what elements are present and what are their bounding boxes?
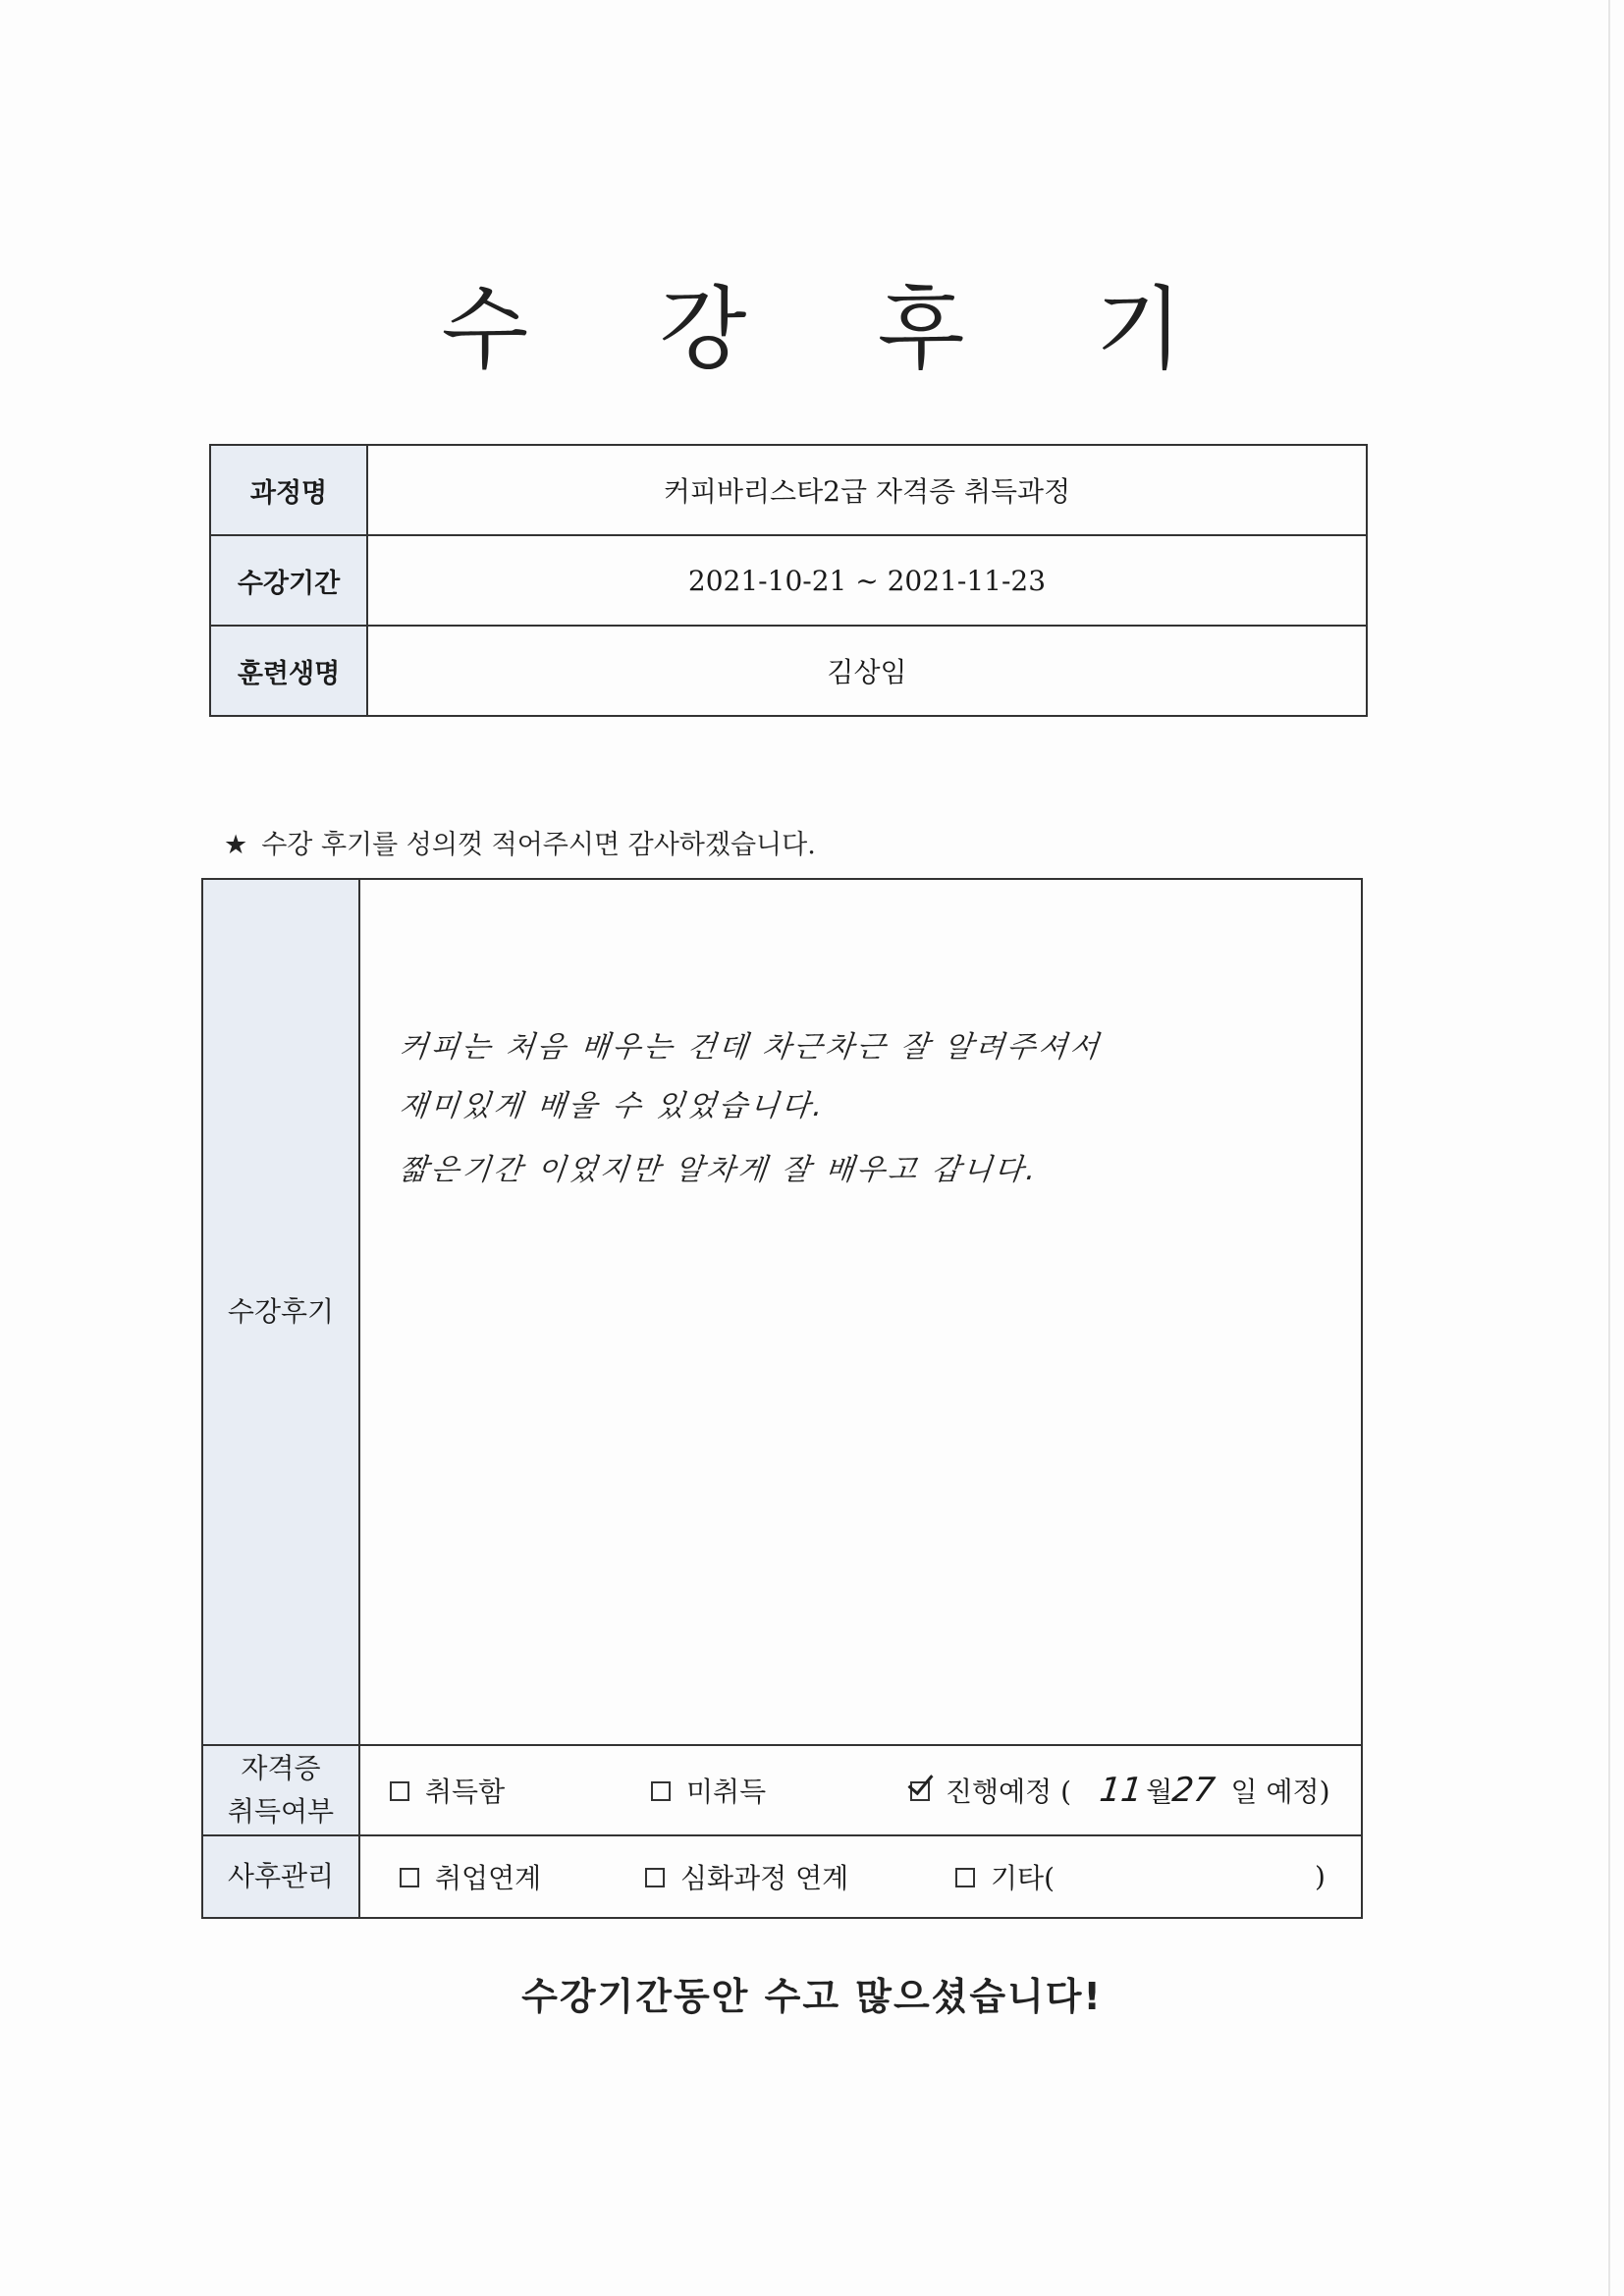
option-employment[interactable] xyxy=(400,1857,541,1896)
notice-text xyxy=(224,823,816,861)
day-value: 27 xyxy=(1170,1771,1218,1810)
option-obtained[interactable] xyxy=(390,1771,505,1810)
course-value: 커피바리스타2급 자격증 취득과정 xyxy=(367,445,1367,535)
star-icon: ★ xyxy=(224,830,248,860)
trainee-label: 훈련생명 xyxy=(210,626,367,716)
day-label: 일 예정) xyxy=(1230,1776,1330,1808)
course-row xyxy=(210,445,1367,535)
certification-label xyxy=(202,1745,359,1835)
course-label: 과정명 xyxy=(210,445,367,535)
certification-row xyxy=(202,1745,1362,1835)
certification-label-line1: 자격증 xyxy=(241,1752,321,1784)
checkbox-icon[interactable] xyxy=(400,1868,419,1887)
checkbox-icon[interactable] xyxy=(651,1781,671,1801)
option-other-label: 기타( xyxy=(991,1862,1056,1894)
checkbox-icon[interactable] xyxy=(645,1868,665,1887)
option-not-obtained[interactable] xyxy=(651,1771,766,1810)
option-advanced-label: 심화과정 연계 xyxy=(680,1862,849,1894)
option-in-progress-label: 진행예정 ( xyxy=(946,1776,1072,1808)
aftercare-row xyxy=(202,1835,1362,1918)
trainee-row xyxy=(210,626,1367,716)
review-line-3: 짧은기간 이었지만 알차게 잘 배우고 갑니다. xyxy=(397,1153,1041,1187)
certification-label-line2: 취득여부 xyxy=(227,1795,335,1828)
review-label: 수강후기 xyxy=(202,879,359,1745)
document-title: 수 강 후 기 xyxy=(441,277,1234,382)
option-other[interactable] xyxy=(955,1857,1055,1896)
option-other-close: ) xyxy=(1315,1860,1326,1893)
scan-edge-line xyxy=(1608,0,1610,2296)
option-obtained-label: 취득함 xyxy=(425,1776,506,1808)
aftercare-options xyxy=(359,1835,1362,1918)
option-in-progress[interactable] xyxy=(910,1771,1330,1810)
period-row xyxy=(210,535,1367,626)
period-value: 2021-10-21 ~ 2021-11-23 xyxy=(367,535,1367,626)
trainee-value: 김상임 xyxy=(367,626,1367,716)
aftercare-label: 사후관리 xyxy=(202,1835,359,1918)
certification-options xyxy=(359,1745,1362,1835)
review-line-2: 재미있게 배울 수 있었습니다. xyxy=(397,1089,828,1123)
period-label: 수강기간 xyxy=(210,535,367,626)
checkbox-icon[interactable] xyxy=(390,1781,409,1801)
checkbox-icon[interactable] xyxy=(955,1868,975,1887)
notice-message: 수강 후기를 성의껏 적어주시면 감사하겠습니다. xyxy=(261,830,816,860)
review-line-1: 커피는 처음 배우는 건데 차근차근 잘 알려주셔서 xyxy=(397,1030,1104,1065)
review-body xyxy=(359,879,1362,1745)
checkbox-checked-icon[interactable] xyxy=(910,1781,930,1801)
month-value: 11 xyxy=(1097,1771,1145,1810)
month-label: 월 xyxy=(1146,1776,1173,1808)
course-info-table xyxy=(209,444,1368,717)
review-row xyxy=(202,879,1362,1745)
option-not-obtained-label: 미취득 xyxy=(686,1776,767,1808)
option-employment-label: 취업연계 xyxy=(435,1862,542,1894)
closing-message: 수강기간동안 수고 많으셨습니다! xyxy=(521,1975,1103,2018)
review-table xyxy=(201,878,1363,1919)
option-advanced[interactable] xyxy=(645,1857,848,1896)
